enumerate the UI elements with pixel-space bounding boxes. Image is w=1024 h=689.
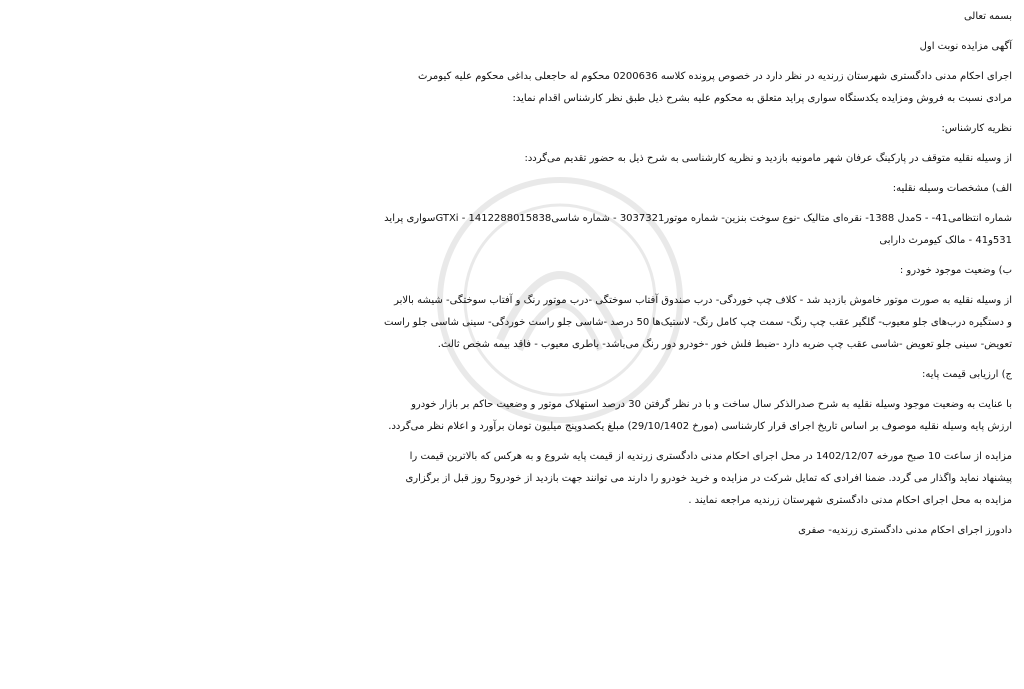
- section-a-heading: الف) مشخصات وسیله نقلیه:: [892, 183, 1012, 194]
- auction-details-line: مزایده به محل اجرای احکام مدنی دادگستری شهرستان زرندیه مراجعه نمایند .: [688, 495, 1012, 506]
- auction-details: [10, 446, 1012, 512]
- intro-line: مرادی نسبت به فروش ومزایده یکدستگاه سواری پراید متعلق به محکوم علیه بشرح ذیل طبق نظر کارشناس اقدام نماید:: [512, 93, 1012, 104]
- notice-title: آگهی مزایده نوبت اول: [919, 41, 1012, 52]
- expert-heading: نظریه کارشناس:: [941, 123, 1012, 134]
- vehicle-specs-line: 531و41 - مالک کیومرث دارابی: [879, 235, 1012, 246]
- intro-paragraph: [10, 66, 1012, 110]
- auction-details-line: مزایده از ساعت 10 صبح مورخه 1402/12/07 در محل اجرای احکام مدنی دادگستری زرندیه از قیمت پایه شروع و به هرکس که بالاترین قیمت را: [409, 451, 1012, 462]
- signature: دادورز اجرای احکام مدنی دادگستری زرندیه- صفری: [798, 525, 1012, 536]
- auction-details-line: پیشنهاد نماید واگذار می گردد. ضمنا افرادی که تمایل شرکت در مزایده و خرید خودرو را دارند می توانند جهت بازدید از خودرو5 روز قبل از برگزاری: [405, 473, 1012, 484]
- vehicle-specs-line: شماره انتظامی41- - Sمدل 1388- نقره‌ای متالیک -نوع سوخت بنزین- شماره موتور3037321 - شماره شاسیGTXi - 1412288015838سواری پراید: [384, 213, 1012, 224]
- heading-basmala: بسمه تعالی: [963, 11, 1012, 22]
- vehicle-condition-line: تعویض- سینی جلو تعویض -شاسی عقب چپ ضربه دارد -ضبط فلش خور -خودرو دور رنگ می‌باشد- باطری معیوب - فاقد بیمه شخص ثالث.: [437, 339, 1012, 350]
- vehicle-condition: [10, 290, 1012, 356]
- vehicle-condition-line: از وسیله نقلیه به صورت موتور خاموش بازدید شد - کلاف چپ خوردگی- درب صندوق آفتاب سوختگی -درب موتور رنگ و آفتاب سوختگی- شیشه بالابر: [394, 295, 1012, 306]
- price-assessment: [10, 394, 1012, 438]
- intro-line: اجرای احکام مدنی دادگستری شهرستان زرندیه در نظر دارد در خصوص پرونده کلاسه 0200636 محکوم له حاجعلی بداغی محکوم علیه کیومرث: [417, 71, 1012, 82]
- section-b-heading: ب) وضعیت موجود خودرو :: [899, 265, 1012, 276]
- vehicle-specs: [10, 208, 1012, 252]
- section-c-heading: ج) ارزیابی قیمت پایه:: [921, 369, 1012, 380]
- price-assessment-line: با عنایت به وضعیت موجود وسیله نقلیه به شرح صدرالذکر سال ساخت و با در نظر گرفتن 30 درصد استهلاک موتور و وضعیت حاکم بر بازار خودرو: [411, 399, 1012, 410]
- vehicle-condition-line: و دستگیره درب‌های جلو معیوب- گلگیر عقب چپ رنگ- سمت چپ کامل رنگ- لاستیک‌ها 50 درصد -شاسی جلو راست خوردگی- سینی شاسی جلو راست: [383, 317, 1012, 328]
- expert-intro: از وسیله نقلیه متوقف در پارکینگ عرفان شهر مامونیه بازدید و نظریه کارشناسی به شرح ذیل به حضور تقدیم می‌گردد:: [524, 153, 1012, 164]
- price-assessment-line: ارزش پایه وسیله نقلیه موصوف بر اساس تاریخ اجرای قرار کارشناسی (مورخ 29/10/1402) مبلغ یکصدوپنج میلیون تومان برآورد و اعلام نظر می‌گردد.: [388, 421, 1012, 432]
